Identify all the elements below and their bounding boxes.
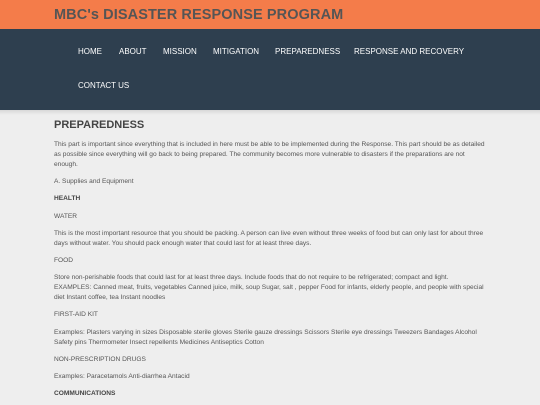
nav-item-home[interactable]: HOME	[78, 47, 102, 56]
water-paragraph: This is the most important resource that you should be packing. A person can live even without three weeks of food but can only last for about three days without water. You should pack enough water that could last for at least three days.	[54, 229, 484, 247]
main-navigation	[0, 29, 540, 110]
first-aid-paragraph: Examples: Plasters varying in sizes Disposable sterile gloves Sterile gauze dressings Scissors Sterile eye dressings Tweezers Bandages Alcohol Safety pins Thermometer Insect repellents Medicines Antiseptics Cotton	[54, 328, 477, 346]
nav-item-mitigation[interactable]: MITIGATION	[213, 47, 260, 56]
first-aid-heading: FIRST-AID KIT	[54, 311, 98, 319]
nav-item-preparedness[interactable]: PREPAREDNESS	[275, 47, 341, 56]
health-heading: HEALTH	[54, 195, 81, 203]
nav-item-about[interactable]: ABOUT	[119, 47, 147, 56]
drugs-paragraph: Examples: Paracetamols Anti-diarrhea Antacid	[54, 372, 190, 380]
food-heading: FOOD	[54, 256, 74, 264]
main-content	[0, 115, 540, 399]
food-paragraph: Store non-perishable foods that could last for at least three days. Include foods that do not require to be refrigerated; compact and light. EXAMPLES: Canned meat, fruits, vegetables Canned juice, milk, soup Sugar, salt , pepper Food for infants, elderly people, and people with special diet Instant coffee, tea Instant noodles	[54, 274, 484, 302]
page-title: PREPAREDNESS	[54, 119, 145, 131]
site-header	[0, 0, 540, 29]
nav-item-contact-us[interactable]: CONTACT US	[78, 81, 130, 90]
intro-paragraph: This part is important since everything that is included in here must be able to be implemented during the Response. This part should be as detailed as possible since everything will go back to being prepared. The community becomes more vulnerable to disasters if the preparations are not enough.	[54, 141, 485, 168]
nav-item-mission[interactable]: MISSION	[163, 47, 197, 56]
supplies-heading: A. Supplies and Equipment	[54, 178, 134, 186]
water-heading: WATER	[54, 212, 78, 220]
nav-item-response-and-recovery[interactable]: RESPONSE AND RECOVERY	[354, 47, 465, 56]
site-title[interactable]: MBC's DISASTER RESPONSE PROGRAM	[54, 6, 344, 23]
communications-heading: COMMUNICATIONS	[54, 390, 116, 398]
drugs-heading: NON-PRESCRIPTION DRUGS	[54, 355, 146, 363]
